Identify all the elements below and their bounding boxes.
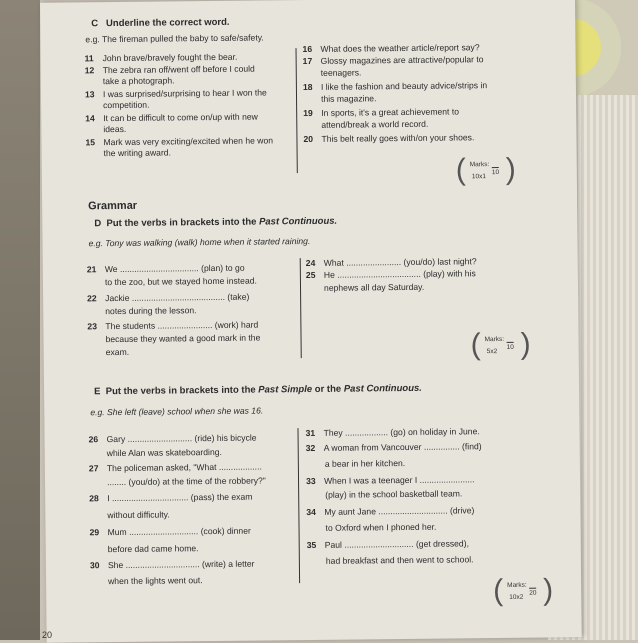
item-17-cont: teenagers. [320,67,362,78]
item-20: 20 This belt really goes with/on your shoes. [303,132,475,145]
section-c-example: e.g. The fireman pulled the baby to safe/safety. [85,32,264,45]
marks-box-e: ( ) Marks: 10x2 20 [493,573,554,608]
item-26-cont: while Alan was skateboarding. [106,446,222,459]
item-19: 19 In sports, it's a great achievement to [303,106,460,119]
section-e-heading: E Put the verbs in brackets into the Past Simple or the Past Continuous. [94,382,422,398]
section-letter: C [91,18,99,30]
item-27-cont: ........ (you/do) at the time of the robbery?" [106,475,266,488]
item-15: 15 Mark was very exciting/excited when he won [85,135,274,148]
marks-box-c: ( ) Marks: 10x1 10 [455,152,516,187]
column-divider-d [300,258,302,358]
section-e-example: e.g. She left (leave) school when she was 16. [90,405,264,418]
item-35: 35 Paul ............................. (get dressed), [306,538,470,551]
item-33-cont: (play) in the school basketball team. [325,488,463,500]
item-21: 21 We ................................. (plan) to go [86,262,245,275]
item-18-cont: this magazine. [320,93,377,104]
item-26: 26 Gary ........................... (ride) his bicycle [88,432,257,445]
item-11: 11 John brave/bravely fought the bear. [84,51,238,64]
item-33: 33 When I was a teenager I ....................... [305,474,475,487]
item-25-cont: nephews all day Saturday. [323,281,425,293]
item-22: 22 Jackie ....................................... (take) [87,291,250,304]
section-d-heading: D Put the verbs in brackets into the Past Continuous. [94,215,338,230]
item-32-cont: a bear in her kitchen. [324,458,406,469]
section-title: Underline the correct word. [105,16,230,30]
item-15-cont: the writing award. [103,147,172,159]
worksheet-page [40,0,582,643]
item-21-cont: to the zoo, but we stayed home instead. [104,275,257,288]
item-12-cont: take a photograph. [102,75,175,87]
section-d-example: e.g. Tony was walking (walk) home when it started raining. [88,235,311,249]
item-19-cont: attend/break a world record. [321,118,429,130]
item-25: 25 He ................................... (play) with his [305,268,476,281]
item-28-cont: without difficulty. [107,509,170,521]
grammar-title: Grammar [88,199,138,213]
item-12: 12 The zebra ran off/went off before I could [84,63,255,76]
item-32: 32 A woman from Vancouver ............... (find) [305,441,482,454]
item-35-cont: had breakfast and then went to school. [325,554,474,566]
item-13: 13 I was surprised/surprising to hear I won the [84,87,267,100]
background-left [0,0,40,640]
column-divider-c [296,48,298,173]
item-23: 23 The students ....................... (work) hard [87,319,259,332]
item-24: 24 What ....................... (you/do) last night? [305,256,477,269]
item-27: 27 The policeman asked, "What .................. [88,461,262,474]
column-divider-e [297,428,300,583]
marks-box-d: ( ) Marks: 5x2 10 [470,327,531,362]
page-number: 20 [42,630,53,640]
item-17: 17 Glossy magazines are attractive/popular to [302,54,484,67]
item-31: 31 They .................. (go) on holiday in June. [305,426,480,439]
item-34-cont: to Oxford when I phoned her. [325,521,437,533]
item-16: 16 What does the weather article/report say? [302,42,480,55]
item-28: 28 I ................................ (pass) the exam [89,491,253,504]
item-14: 14 It can be difficult to come on/up with new [85,111,258,124]
item-18: 18 I like the fashion and beauty advice/strips in [302,80,488,93]
item-22-cont: notes during the lesson. [105,305,197,317]
item-30-cont: when the lights went out. [108,575,203,587]
item-23-cont: because they wanted a good mark in the [105,332,261,345]
item-34: 34 My aunt Jane ............................. (drive) [306,505,475,518]
item-13-cont: competition. [103,99,150,111]
section-c-heading [91,17,229,29]
item-29: 29 Mum ............................. (cook) dinner [89,525,251,538]
item-30: 30 She ............................... (write) a letter [89,558,255,571]
item-14-cont: ideas. [103,123,127,135]
item-29-cont: before dad came home. [107,543,199,555]
item-23-cont2: exam. [105,346,130,358]
